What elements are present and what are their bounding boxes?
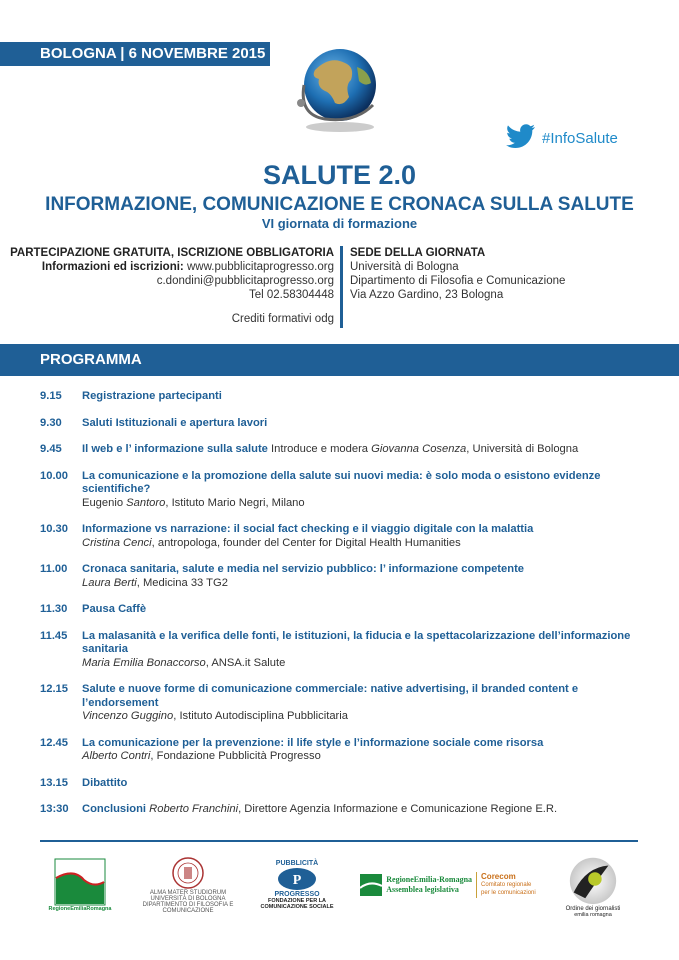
speaker-prefix: Eugenio — [82, 496, 127, 509]
schedule-time: 12.15 — [40, 683, 68, 695]
pubblicita-progresso-logo — [252, 852, 342, 918]
schedule-item — [40, 390, 640, 404]
schedule-item — [40, 563, 640, 590]
venue-line: Via Azzo Gardino, 23 Bologna — [350, 289, 504, 301]
page-subtitle: INFORMAZIONE, COMUNICAZIONE E CRONACA SULLA SALUTE — [45, 194, 634, 215]
speaker-name: Santoro — [126, 496, 166, 509]
assemblea-corecom-logo — [348, 852, 548, 918]
schedule-time: 13.15 — [40, 776, 68, 789]
schedule-list — [40, 390, 640, 830]
unibo-logo — [128, 852, 248, 918]
ordine-giornalisti-logo — [556, 852, 630, 918]
unibo-text: ALMA MATER STUDIORUM — [149, 890, 227, 896]
speaker-affiliation: , Medicina 33 TG2 — [136, 576, 228, 589]
regione-text: RegioneEmiliaRomagna — [48, 906, 112, 912]
svg-text:P: P — [292, 873, 302, 888]
venue-line: Università di Bologna — [350, 261, 459, 273]
venue-heading: SEDE DELLA GIORNATA — [350, 247, 486, 259]
schedule-time: 9.15 — [40, 390, 62, 402]
schedule-item — [40, 737, 640, 764]
venue-info — [350, 246, 565, 302]
registration-info — [10, 246, 334, 326]
schedule-item — [40, 443, 640, 457]
corecom-text: per le comunicazioni — [481, 890, 536, 896]
schedule-time: 11.00 — [40, 563, 68, 575]
hashtag-text: #InfoSalute — [542, 129, 618, 147]
schedule-title: La malasanità e la verifica delle fonti, le istituzioni, la fiducia e la spettacolarizzazione dell’informazione sanitaria — [82, 629, 631, 655]
credits-note: Crediti formativi odg — [231, 313, 334, 325]
speaker-line — [82, 577, 640, 591]
assemblea-text: RegioneEmilia-Romagna — [386, 875, 473, 884]
pp-top-text: PUBBLICITÀ — [275, 860, 319, 867]
schedule-title: Saluti Istituzionali e apertura lavori — [82, 416, 268, 429]
speaker-name: Roberto Franchini — [149, 803, 239, 815]
speaker-line — [82, 710, 640, 724]
twitter-hashtag[interactable] — [506, 124, 618, 152]
schedule-item — [40, 417, 640, 431]
schedule-item — [40, 470, 640, 511]
speaker-name: Maria Emilia Bonaccorso — [82, 656, 206, 669]
schedule-title: La comunicazione per la prevenzione: il life style e l’informazione sociale come risorsa — [82, 736, 544, 749]
schedule-title: Salute e nuove forme di comunicazione commerciale: native advertising, il branded content e l’endorsement — [82, 683, 579, 709]
speaker-name: Laura Berti — [82, 576, 137, 589]
schedule-item — [40, 630, 640, 671]
odg-text: Ordine dei giornalisti — [565, 906, 621, 912]
speaker-name: Vincenzo Guggino — [82, 710, 174, 722]
sponsor-logos — [40, 852, 640, 922]
corecom-text: Comitato regionale — [481, 882, 532, 888]
unibo-text: DIPARTIMENTO DI FILOSOFIA E COMUNICAZIONE — [142, 902, 234, 914]
schedule-title: Il web e l’ informazione sulla salute — [82, 443, 268, 455]
schedule-time: 9.45 — [40, 443, 62, 455]
speaker-affiliation: , Istituto Autodisciplina Pubblicitaria — [173, 710, 348, 722]
assemblea-text: Assemblea legislativa — [386, 885, 459, 894]
unibo-text: UNIVERSITÀ DI BOLOGNA — [150, 896, 226, 902]
info-label: Informazioni ed iscrizioni: — [41, 261, 184, 273]
schedule-item — [40, 803, 640, 817]
website-link[interactable]: www.pubblicitaprogresso.org — [186, 261, 334, 273]
schedule-time: 10.00 — [40, 469, 68, 482]
venue-line: Dipartimento di Filosofia e Comunicazione — [350, 275, 566, 287]
schedule-item — [40, 523, 640, 550]
schedule-title: Conclusioni — [82, 803, 147, 815]
speaker-name: Giovanna Cosenza — [371, 443, 467, 455]
twitter-bird-icon — [506, 124, 536, 152]
schedule-time: 12.45 — [40, 736, 68, 749]
page-title: SALUTE 2.0 — [262, 160, 417, 190]
globe-stethoscope-image — [285, 45, 395, 135]
registration-heading: PARTECIPAZIONE GRATUITA, ISCRIZIONE OBBLIGATORIA — [10, 247, 334, 259]
schedule-item — [40, 603, 640, 617]
schedule-item — [40, 683, 640, 724]
edition-label: VI giornata di formazione — [261, 216, 418, 231]
speaker-affiliation: , antropologa, founder del Center for Digital Health Humanities — [151, 536, 461, 549]
date-banner: BOLOGNA | 6 NOVEMBRE 2015 — [0, 42, 270, 66]
regione-logo — [48, 852, 112, 918]
email-link[interactable]: c.dondini@pubblicitaprogresso.org — [156, 275, 334, 287]
footer-divider — [40, 840, 638, 842]
programma-heading: PROGRAMMA — [0, 344, 679, 376]
speaker-affiliation: , ANSA.it Salute — [205, 656, 286, 669]
speaker-line — [82, 750, 640, 764]
odg-text: emilia romagna — [574, 912, 612, 918]
schedule-title: Cronaca sanitaria, salute e media nel servizio pubblico: l’ informazione competente — [82, 563, 525, 575]
schedule-item — [40, 777, 640, 791]
schedule-title: Pausa Caffè — [82, 603, 147, 615]
speaker-affiliation: , Università di Bologna — [466, 443, 579, 455]
speaker-affiliation: , Direttore Agenzia Informazione e Comunicazione Regione E.R. — [238, 803, 558, 815]
schedule-time: 10.30 — [40, 523, 68, 535]
speaker-line — [82, 657, 640, 671]
phone-number: Tel 02.58304448 — [248, 289, 334, 301]
schedule-title: La comunicazione e la promozione della salute sui nuovi media: è solo moda o esistono evidenze scientifiche? — [82, 469, 601, 495]
schedule-note: Introduce e modera — [271, 443, 372, 455]
speaker-line — [82, 537, 640, 551]
pp-bottom-text: PROGRESSO — [274, 891, 320, 898]
speaker-name: Alberto Contri — [82, 750, 151, 762]
speaker-line — [82, 497, 640, 511]
schedule-title: Registrazione partecipanti — [82, 390, 222, 402]
schedule-title: Dibattito — [82, 776, 128, 789]
pp-caption: COMUNICAZIONE SOCIALE — [260, 904, 334, 910]
speaker-affiliation: , Istituto Mario Negri, Milano — [165, 496, 305, 509]
schedule-time: 9.30 — [40, 416, 62, 429]
schedule-title: Informazione vs narrazione: il social fact checking e il viaggio digitale con la malattia — [82, 523, 534, 535]
corecom-text: Corecom — [481, 872, 516, 881]
schedule-time: 11.30 — [40, 603, 68, 615]
schedule-time: 11.45 — [40, 629, 68, 642]
info-divider — [340, 246, 343, 328]
pp-caption: FONDAZIONE PER LA — [267, 898, 327, 904]
schedule-time: 13:30 — [40, 803, 69, 815]
speaker-affiliation: , Fondazione Pubblicità Progresso — [150, 750, 321, 762]
speaker-name: Cristina Cenci — [82, 536, 152, 549]
